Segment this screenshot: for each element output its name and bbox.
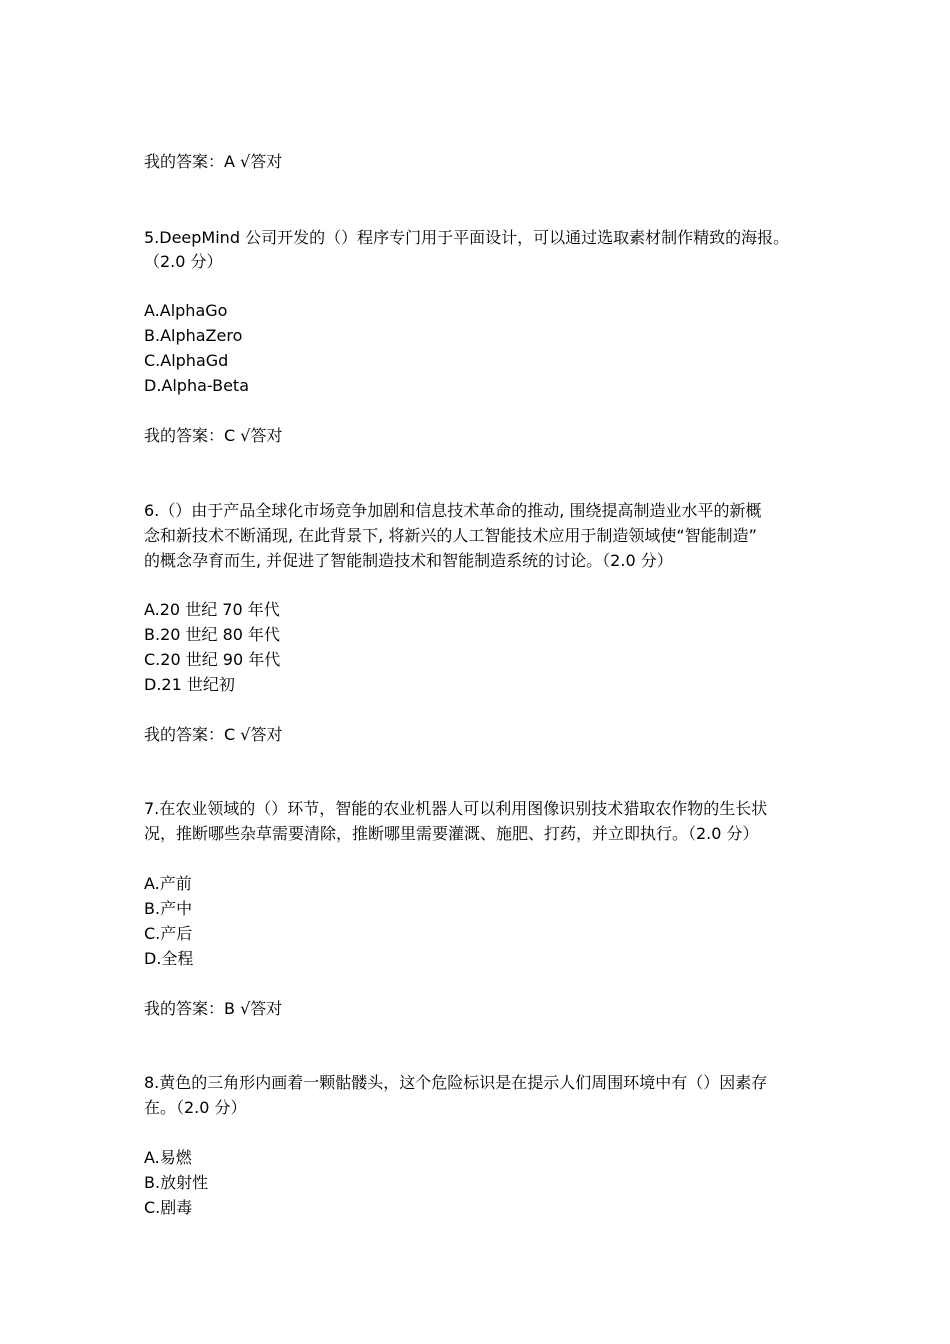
prev-answer: 我的答案：A √答对 bbox=[144, 152, 283, 171]
question-text-line: 在。（2.0 分） bbox=[144, 1098, 247, 1117]
question-text-line: 7.在农业领域的（）环节，智能的农业机器人可以利用图像识别技术猎取农作物的生长状 bbox=[144, 799, 768, 818]
option-c: C.剧毒 bbox=[144, 1198, 193, 1217]
my-answer: 我的答案：B √答对 bbox=[144, 999, 283, 1018]
option-a: A.AlphaGo bbox=[144, 301, 228, 320]
option-b: B.放射性 bbox=[144, 1173, 209, 1192]
question-text-line: 况，推断哪些杂草需要清除，推断哪里需要灌溉、施肥、打药，并立即执行。（2.0 分） bbox=[144, 824, 759, 843]
question-text-line: （2.0 分） bbox=[144, 252, 223, 271]
option-b: B.AlphaZero bbox=[144, 326, 243, 345]
option-b: B.产中 bbox=[144, 899, 193, 918]
question-text-line: 5.DeepMind 公司开发的（）程序专门用于平面设计，可以通过选取素材制作精致的海报。 bbox=[144, 228, 790, 247]
question-text-line: 的概念孕育而生, 并促进了智能制造技术和智能制造系统的讨论。（2.0 分） bbox=[144, 551, 673, 570]
option-c: C.AlphaGd bbox=[144, 351, 229, 370]
option-c: C.20 世纪 90 年代 bbox=[144, 650, 281, 669]
option-b: B.20 世纪 80 年代 bbox=[144, 625, 281, 644]
option-c: C.产后 bbox=[144, 924, 193, 943]
option-a: A.产前 bbox=[144, 874, 192, 893]
question-text-line: 6.（）由于产品全球化市场竞争加剧和信息技术革命的推动, 围绕提高制造业水平的新概 bbox=[144, 501, 762, 520]
option-d: D.21 世纪初 bbox=[144, 675, 235, 694]
option-a: A.20 世纪 70 年代 bbox=[144, 600, 280, 619]
my-answer: 我的答案：C √答对 bbox=[144, 725, 283, 744]
option-d: D.全程 bbox=[144, 949, 194, 968]
question-text-line: 念和新技术不断涌现, 在此背景下, 将新兴的人工智能技术应用于制造领域使“智能制造” bbox=[144, 526, 757, 545]
my-answer: 我的答案：C √答对 bbox=[144, 426, 283, 445]
question-text-line: 8.黄色的三角形内画着一颗骷髅头，这个危险标识是在提示人们周围环境中有（）因素存 bbox=[144, 1073, 768, 1092]
option-d: D.Alpha-Beta bbox=[144, 376, 249, 395]
option-a: A.易燃 bbox=[144, 1148, 192, 1167]
